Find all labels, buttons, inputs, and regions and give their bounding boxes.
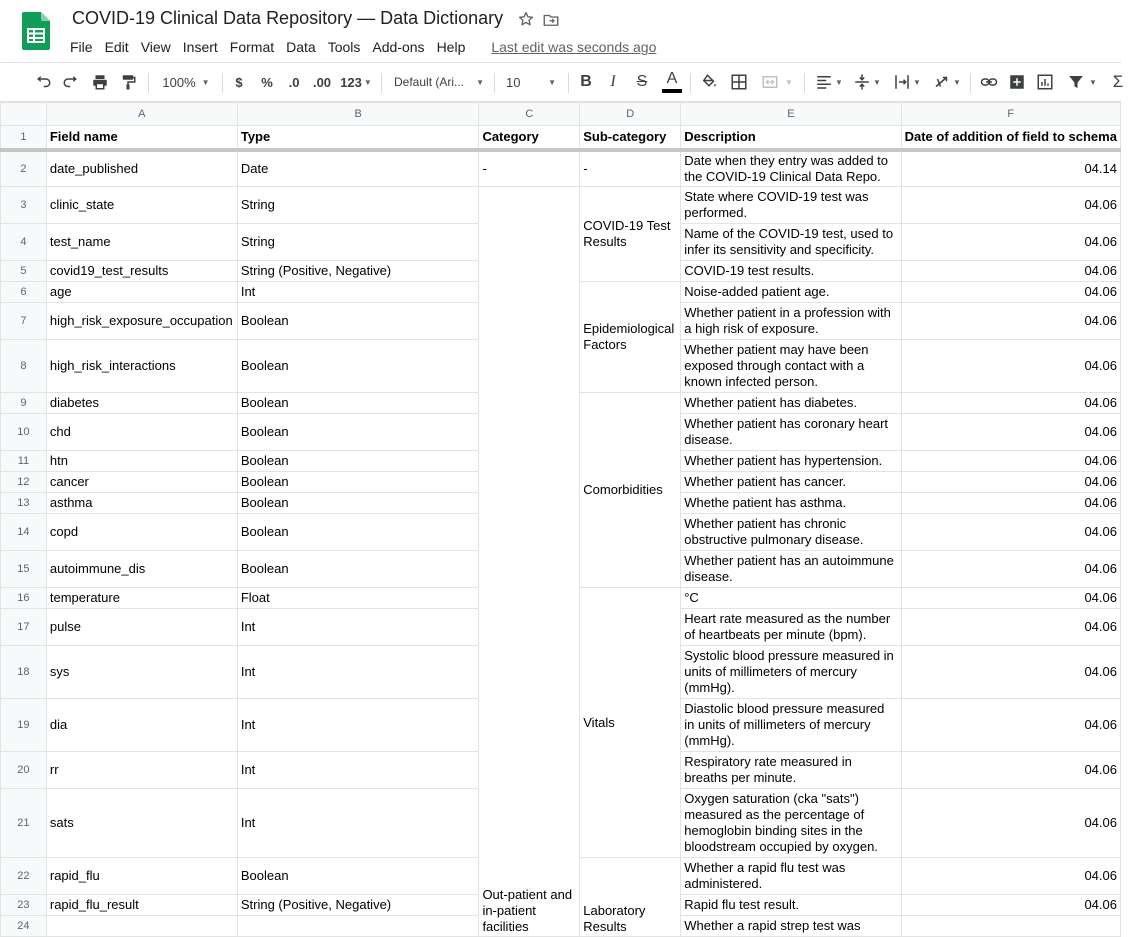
strikethrough-button[interactable]: S (636, 73, 648, 90)
field-name-cell[interactable]: dia (46, 699, 237, 752)
menu-view[interactable]: View (140, 39, 171, 55)
field-name-cell[interactable] (46, 916, 237, 937)
field-name-cell[interactable]: sys (46, 646, 237, 699)
type-cell[interactable]: Boolean (237, 303, 479, 340)
chevron-down-icon: ▼ (476, 77, 484, 87)
row-header[interactable]: 14 (1, 514, 47, 551)
field-name-cell[interactable]: high_risk_exposure_occupation (46, 303, 237, 340)
subcategory-cell[interactable]: Laboratory Results (580, 858, 681, 937)
toolbar-divider (690, 73, 691, 93)
row-header[interactable]: 21 (1, 789, 47, 858)
bold-button[interactable]: B (580, 73, 592, 90)
font-size-select[interactable] (502, 63, 560, 101)
comment-icon (1008, 73, 1026, 91)
description-cell[interactable]: Diastolic blood pressure measured in units of millimeters of mercury (mmHg). (681, 699, 901, 752)
italic-button[interactable]: I (610, 73, 616, 90)
last-edit-link[interactable]: Last edit was seconds ago (491, 39, 657, 55)
column-header-e[interactable]: E (681, 103, 901, 126)
row-header[interactable]: 17 (1, 609, 47, 646)
field-name-cell[interactable]: autoimmune_dis (46, 551, 237, 588)
vertical-align-icon (853, 73, 871, 91)
more-formats-label: 123 (340, 74, 362, 90)
date-added-cell[interactable]: 04.06 (901, 752, 1120, 789)
type-cell[interactable]: String (Positive, Negative) (237, 261, 479, 282)
type-cell[interactable]: Boolean (237, 451, 479, 472)
type-cell[interactable]: String (237, 224, 479, 261)
field-name-cell[interactable]: diabetes (46, 393, 237, 414)
currency-format-button[interactable]: $ (235, 74, 243, 90)
date-added-cell[interactable]: 04.06 (901, 699, 1120, 752)
header-category[interactable]: Category (479, 126, 580, 150)
description-cell[interactable]: Respiratory rate measured in breaths per minute. (681, 752, 901, 789)
row-header[interactable]: 22 (1, 858, 47, 895)
field-name-cell[interactable]: rr (46, 752, 237, 789)
text-color-swatch (662, 89, 682, 93)
field-name-cell[interactable]: rapid_flu (46, 858, 237, 895)
date-added-cell[interactable]: 04.06 (901, 303, 1120, 340)
row-header[interactable]: 2 (1, 150, 47, 187)
star-icon[interactable] (517, 10, 535, 28)
type-cell[interactable]: Boolean (237, 493, 479, 514)
category-cell[interactable]: - (479, 150, 580, 187)
description-cell[interactable]: Whether patient has an autoimmune disease. (681, 551, 901, 588)
undo-icon (34, 73, 52, 91)
date-added-cell[interactable]: 04.06 (901, 282, 1120, 303)
column-header-c[interactable]: C (479, 103, 580, 126)
chevron-down-icon: ▼ (201, 77, 210, 87)
chevron-down-icon: ▼ (873, 77, 881, 87)
menu-edit[interactable]: Edit (104, 39, 129, 55)
chevron-down-icon: ▼ (363, 77, 372, 87)
text-wrap-button[interactable] (890, 63, 924, 101)
menu-addons[interactable]: Add-ons (372, 39, 425, 55)
font-name: Default (Ari... (394, 75, 465, 89)
row-header[interactable]: 10 (1, 414, 47, 451)
merge-cells-icon (761, 73, 779, 91)
insert-link-button[interactable] (978, 63, 1000, 101)
menu-data[interactable]: Data (286, 39, 316, 55)
paint-format-button[interactable] (116, 63, 140, 101)
row-header[interactable]: 9 (1, 393, 47, 414)
row-header[interactable]: 1 (1, 126, 47, 150)
field-name-cell[interactable]: clinic_state (46, 187, 237, 224)
field-name-cell[interactable]: rapid_flu_result (46, 895, 237, 916)
menu-insert[interactable]: Insert (182, 39, 218, 55)
text-wrap-icon (893, 73, 911, 91)
row-header[interactable]: 11 (1, 451, 47, 472)
description-cell[interactable]: Whethe patient has asthma. (681, 493, 901, 514)
row-header[interactable]: 13 (1, 493, 47, 514)
field-name-cell[interactable]: cancer (46, 472, 237, 493)
zoom-select[interactable] (158, 63, 214, 101)
table-row (1, 187, 1121, 224)
description-cell[interactable]: Whether patient has diabetes. (681, 393, 901, 414)
row-header[interactable]: 15 (1, 551, 47, 588)
field-name-cell[interactable]: sats (46, 789, 237, 858)
toolbar-divider (804, 73, 805, 93)
date-added-cell[interactable]: 04.06 (901, 493, 1120, 514)
redo-icon (62, 73, 80, 91)
description-cell[interactable]: Oxygen saturation (cka "sats") measured as the percentage of hemoglobin binding sites in the bloodstream occupied by oxygen. (681, 789, 901, 858)
select-all-corner[interactable] (1, 103, 47, 126)
date-added-cell[interactable]: 04.06 (901, 451, 1120, 472)
field-name-cell[interactable]: asthma (46, 493, 237, 514)
description-cell[interactable]: Whether patient may have been exposed through contact with a known infected person. (681, 340, 901, 393)
type-cell[interactable]: Boolean (237, 414, 479, 451)
description-cell[interactable]: °C (681, 588, 901, 609)
date-added-cell[interactable]: 04.06 (901, 789, 1120, 858)
data-table (0, 102, 1121, 937)
date-added-cell[interactable]: 04.06 (901, 514, 1120, 551)
type-cell[interactable]: Boolean (237, 472, 479, 493)
text-rotation-button[interactable] (930, 63, 964, 101)
row-header[interactable]: 5 (1, 261, 47, 282)
subcategory-cell[interactable]: Comorbidities (580, 393, 681, 588)
row-header[interactable]: 16 (1, 588, 47, 609)
column-header-f[interactable]: F (901, 103, 1120, 126)
column-header-b[interactable]: B (237, 103, 479, 126)
row-header[interactable]: 12 (1, 472, 47, 493)
column-header-d[interactable]: D (580, 103, 681, 126)
sigma-icon: Σ (1112, 72, 1124, 91)
redo-button[interactable] (60, 63, 82, 101)
toolbar-divider (568, 73, 569, 93)
type-cell[interactable]: Int (237, 789, 479, 858)
type-cell[interactable]: Boolean (237, 858, 479, 895)
field-name-cell[interactable]: date_published (46, 150, 237, 187)
type-cell[interactable] (237, 916, 479, 937)
row-header[interactable]: 18 (1, 646, 47, 699)
date-added-cell[interactable]: 04.06 (901, 551, 1120, 588)
type-cell[interactable]: Int (237, 699, 479, 752)
date-added-cell[interactable]: 04.06 (901, 588, 1120, 609)
print-button[interactable] (88, 63, 112, 101)
chevron-down-icon: ▼ (835, 77, 843, 87)
chevron-down-icon: ▼ (548, 77, 556, 87)
chevron-down-icon: ▼ (785, 77, 793, 87)
more-formats-button[interactable] (338, 63, 374, 101)
type-cell[interactable]: Int (237, 282, 479, 303)
toolbar-divider (494, 73, 495, 93)
text-rotation-icon (933, 73, 951, 91)
link-icon (979, 73, 999, 91)
row-header[interactable]: 23 (1, 895, 47, 916)
insert-chart-button[interactable] (1034, 63, 1056, 101)
row-header[interactable]: 19 (1, 699, 47, 752)
sheets-logo-icon[interactable] (22, 12, 50, 50)
row-header[interactable]: 7 (1, 303, 47, 340)
paint-format-icon (119, 73, 137, 91)
description-cell[interactable]: Whether patient has chronic obstructive pulmonary disease. (681, 514, 901, 551)
date-added-cell[interactable]: 04.06 (901, 393, 1120, 414)
toolbar-divider (381, 73, 382, 93)
subcategory-cell[interactable]: Epidemiological Factors (580, 282, 681, 393)
type-cell[interactable]: Float (237, 588, 479, 609)
subcategory-cell[interactable]: Vitals (580, 588, 681, 858)
date-added-cell[interactable] (901, 916, 1120, 937)
date-added-cell[interactable]: 04.06 (901, 646, 1120, 699)
description-cell[interactable]: Whether a rapid flu test was administered. (681, 858, 901, 895)
description-cell[interactable]: Noise-added patient age. (681, 282, 901, 303)
row-header[interactable]: 4 (1, 224, 47, 261)
align-icon (815, 73, 833, 91)
chart-icon (1036, 73, 1054, 91)
row-header[interactable]: 24 (1, 916, 47, 937)
filter-button[interactable] (1062, 63, 1102, 101)
table-row (1, 150, 1121, 187)
chevron-down-icon: ▼ (953, 77, 961, 87)
type-cell[interactable]: Boolean (237, 551, 479, 588)
undo-button[interactable] (32, 63, 54, 101)
menu-file[interactable]: File (70, 39, 93, 55)
row-header[interactable]: 3 (1, 187, 47, 224)
field-name-cell[interactable]: chd (46, 414, 237, 451)
text-color-label: A (666, 70, 678, 87)
menu-format[interactable]: Format (229, 39, 275, 55)
field-name-cell[interactable]: high_risk_interactions (46, 340, 237, 393)
fill-color-button[interactable] (698, 63, 720, 101)
menu-bar (64, 36, 656, 58)
description-cell[interactable]: Rapid flu test result. (681, 895, 901, 916)
type-cell[interactable]: Date (237, 150, 479, 187)
type-cell[interactable]: Boolean (237, 514, 479, 551)
toolbar-divider (222, 73, 223, 93)
type-cell[interactable]: String (Positive, Negative) (237, 895, 479, 916)
filter-icon (1067, 73, 1085, 91)
description-cell[interactable]: Whether patient has hypertension. (681, 451, 901, 472)
chevron-down-icon: ▼ (913, 77, 921, 87)
category-cell[interactable]: Out-patient and in-patient facilities (479, 187, 580, 937)
field-name-cell[interactable]: test_name (46, 224, 237, 261)
borders-icon (730, 73, 748, 91)
header-date-added[interactable]: Date of addition of field to schema (901, 126, 1120, 150)
type-cell[interactable]: Int (237, 752, 479, 789)
description-cell[interactable]: Systolic blood pressure measured in units of millimeters of mercury (mmHg). (681, 646, 901, 699)
column-header-a[interactable]: A (46, 103, 237, 126)
field-name-cell[interactable]: age (46, 282, 237, 303)
date-added-cell[interactable]: 04.06 (901, 895, 1120, 916)
description-cell[interactable]: Name of the COVID-19 test, used to infer its sensitivity and specificity. (681, 224, 901, 261)
date-added-cell[interactable]: 04.06 (901, 187, 1120, 224)
font-size-value: 10 (506, 74, 521, 90)
functions-button[interactable] (1108, 63, 1128, 101)
document-title[interactable]: COVID-19 Clinical Data Repository — Data Dictionary (72, 8, 504, 28)
menu-tools[interactable]: Tools (327, 39, 361, 55)
type-cell[interactable]: Boolean (237, 393, 479, 414)
description-cell[interactable]: COVID-19 test results. (681, 261, 901, 282)
date-added-cell[interactable]: 04.06 (901, 261, 1120, 282)
date-added-cell[interactable]: 04.06 (901, 340, 1120, 393)
percent-format-button[interactable]: % (261, 74, 273, 90)
date-added-cell[interactable]: 04.14 (901, 150, 1120, 187)
description-cell[interactable]: Whether patient has cancer. (681, 472, 901, 493)
toolbar-divider (970, 73, 971, 93)
app-header (0, 0, 1121, 62)
header-description[interactable]: Description (681, 126, 901, 150)
row-header[interactable]: 6 (1, 282, 47, 303)
type-cell[interactable]: String (237, 187, 479, 224)
header-subcategory[interactable]: Sub-category (580, 126, 681, 150)
row-header[interactable]: 20 (1, 752, 47, 789)
move-to-folder-icon[interactable] (542, 11, 560, 29)
description-cell[interactable]: Whether patient has coronary heart disease. (681, 414, 901, 451)
type-cell[interactable]: Boolean (237, 340, 479, 393)
description-cell[interactable]: State where COVID-19 test was performed. (681, 187, 901, 224)
description-cell[interactable]: Whether patient in a profession with a high risk of exposure. (681, 303, 901, 340)
description-cell[interactable]: Heart rate measured as the number of heartbeats per minute (bpm). (681, 609, 901, 646)
paint-bucket-icon (700, 73, 718, 91)
row-header[interactable]: 8 (1, 340, 47, 393)
description-cell[interactable]: Date when they entry was added to the COVID-19 Clinical Data Repo. (681, 150, 901, 187)
zoom-value: 100% (162, 74, 196, 90)
field-name-cell[interactable]: htn (46, 451, 237, 472)
field-name-cell[interactable]: covid19_test_results (46, 261, 237, 282)
header-field-name[interactable]: Field name (46, 126, 237, 150)
text-color-button[interactable] (660, 63, 684, 101)
field-name-cell[interactable]: temperature (46, 588, 237, 609)
subcategory-cell[interactable]: - (580, 150, 681, 187)
description-cell[interactable]: Whether a rapid strep test was (681, 916, 901, 937)
type-cell[interactable]: Int (237, 646, 479, 699)
date-added-cell[interactable]: 04.06 (901, 609, 1120, 646)
field-name-cell[interactable]: copd (46, 514, 237, 551)
vertical-align-button[interactable] (850, 63, 884, 101)
toolbar (0, 62, 1124, 102)
merge-cells-button[interactable] (756, 63, 798, 101)
increase-decimal-button[interactable]: .00 (312, 74, 332, 90)
borders-button[interactable] (728, 63, 750, 101)
decrease-decimal-button[interactable]: .0 (288, 74, 300, 90)
font-select[interactable] (390, 63, 488, 101)
date-added-cell[interactable]: 04.06 (901, 224, 1120, 261)
header-type[interactable]: Type (237, 126, 479, 150)
print-icon (91, 73, 109, 91)
menu-help[interactable]: Help (436, 39, 466, 55)
spreadsheet-grid (0, 102, 1121, 934)
insert-comment-button[interactable] (1006, 63, 1028, 101)
type-cell[interactable]: Int (237, 609, 479, 646)
date-added-cell[interactable]: 04.06 (901, 414, 1120, 451)
date-added-cell[interactable]: 04.06 (901, 472, 1120, 493)
field-name-cell[interactable]: pulse (46, 609, 237, 646)
date-added-cell[interactable]: 04.06 (901, 858, 1120, 895)
subcategory-cell[interactable]: COVID-19 Test Results (580, 187, 681, 282)
chevron-down-icon: ▼ (1089, 77, 1097, 87)
toolbar-divider (148, 73, 149, 93)
horizontal-align-button[interactable] (812, 63, 846, 101)
